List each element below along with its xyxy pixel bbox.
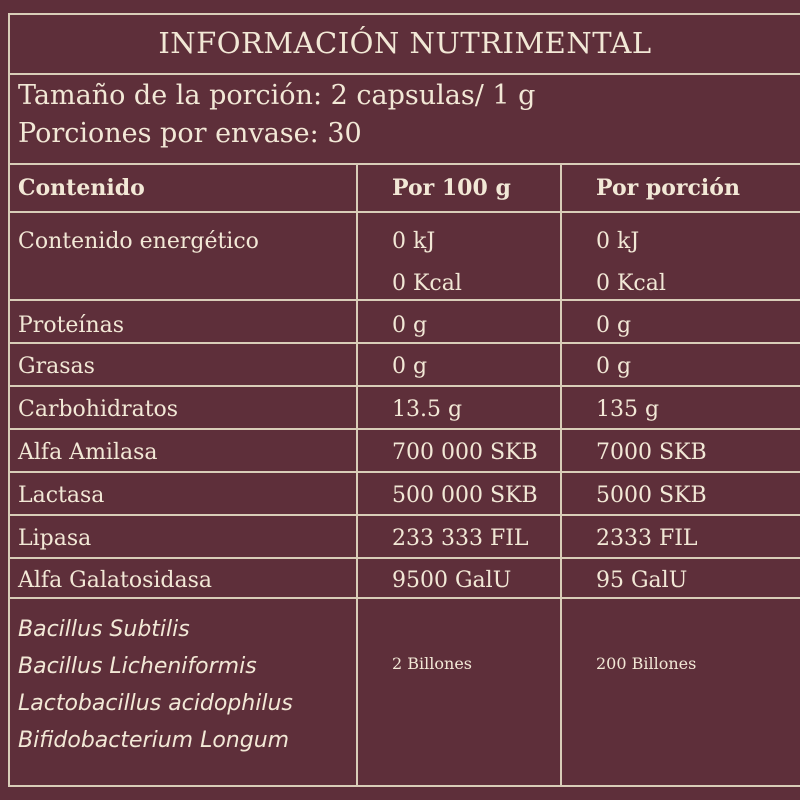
- table-row-bacteria: [10, 599, 800, 789]
- bacteria-name: Bifidobacterium Longum: [18, 728, 290, 753]
- bacteria-list: [18, 611, 293, 759]
- serving-size: Tamaño de la porción: 2 capsulas/ 1 g: [18, 80, 536, 111]
- energy-per-100g-kcal: 0 Kcal: [392, 271, 462, 296]
- row-label: Proteínas: [18, 313, 125, 338]
- row-per-100g: 9500 GalU: [392, 568, 512, 593]
- row-label: Alfa Galatosidasa: [18, 568, 213, 593]
- table-row: [10, 301, 800, 344]
- table-row: [10, 559, 800, 599]
- bacteria-per-100g: 2 Billones: [392, 654, 472, 673]
- row-per-serving: 5000 SKB: [596, 483, 707, 508]
- row-label: Grasas: [18, 354, 95, 379]
- row-label: Alfa Amilasa: [18, 440, 158, 465]
- table-row: [10, 344, 800, 387]
- table-row-energy: [10, 213, 800, 301]
- table-row: [10, 387, 800, 430]
- header-row: [10, 165, 800, 213]
- row-per-serving: 95 GalU: [596, 568, 688, 593]
- row-per-serving: 7000 SKB: [596, 440, 707, 465]
- row-label: Carbohidratos: [18, 397, 179, 422]
- row-label: Lipasa: [18, 526, 92, 551]
- servings-per-container: Porciones por envase: 30: [18, 118, 362, 149]
- energy-per-100g-kj: 0 kJ: [392, 229, 436, 254]
- row-per-100g: 13.5 g: [392, 397, 463, 422]
- row-per-serving: 135 g: [596, 397, 660, 422]
- row-per-100g: 233 333 FIL: [392, 526, 529, 551]
- energy-per-serving-kj: 0 kJ: [596, 229, 640, 254]
- bacteria-per-serving: 200 Billones: [596, 654, 697, 673]
- table-row: [10, 516, 800, 559]
- header-content: Contenido: [18, 175, 145, 201]
- header-per-serving: Por porción: [596, 175, 740, 201]
- energy-per-serving-kcal: 0 Kcal: [596, 271, 666, 296]
- row-per-100g: 0 g: [392, 313, 428, 338]
- row-per-100g: 700 000 SKB: [392, 440, 538, 465]
- row-per-serving: 2333 FIL: [596, 526, 698, 551]
- header-per-100g: Por 100 g: [392, 175, 511, 201]
- table-title: INFORMACIÓN NUTRIMENTAL: [10, 15, 800, 75]
- row-label: Lactasa: [18, 483, 105, 508]
- row-per-serving: 0 g: [596, 354, 632, 379]
- table-row: [10, 430, 800, 473]
- table-row: [10, 473, 800, 516]
- energy-label: Contenido energético: [18, 229, 259, 254]
- nutrition-table-frame: [8, 13, 800, 787]
- serving-info: [18, 77, 535, 153]
- row-per-100g: 0 g: [392, 354, 428, 379]
- bacteria-name: Bacillus Licheniformis: [18, 654, 257, 679]
- bacteria-name: Lactobacillus acidophilus: [18, 691, 293, 716]
- bacteria-name: Bacillus Subtilis: [18, 617, 190, 642]
- row-per-100g: 500 000 SKB: [392, 483, 538, 508]
- row-per-serving: 0 g: [596, 313, 632, 338]
